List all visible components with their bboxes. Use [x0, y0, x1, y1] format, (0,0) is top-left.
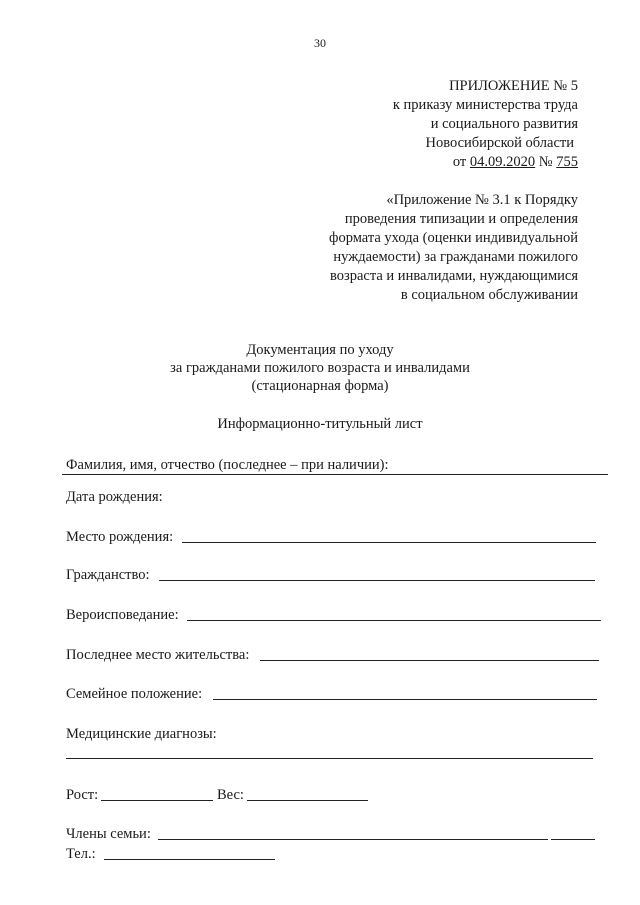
family-line-extra[interactable]: [551, 839, 595, 840]
doc-title-line: (стационарная форма): [251, 378, 389, 394]
birth-place-line[interactable]: [182, 542, 596, 543]
appendix-date-line: [393, 153, 578, 172]
document-title: [0, 341, 640, 395]
last-residence-label: Последнее место жительства:: [66, 647, 250, 663]
annex-line: в социальном обслуживании: [400, 287, 578, 303]
weight-label: Вес:: [217, 787, 244, 803]
weight-line[interactable]: [247, 800, 368, 801]
annex-line: проведения типизации и определения: [344, 211, 578, 227]
family-label: Члены семьи:: [66, 826, 151, 842]
annex-line: формата ухода (оценки индивидуальной: [329, 230, 578, 246]
date-prefix: от: [452, 154, 467, 170]
annex-line: возраста и инвалидами, нуждающимися: [330, 268, 578, 284]
height-label: Рост:: [66, 787, 99, 803]
religion-line[interactable]: [187, 620, 601, 621]
appendix-line2: к приказу министерства труда: [392, 97, 578, 113]
family-line[interactable]: [158, 839, 548, 840]
marital-status-label: Семейное положение:: [66, 686, 203, 702]
last-residence-line[interactable]: [260, 660, 599, 661]
diagnoses-label: Медицинские диагнозы:: [66, 726, 217, 742]
full-name-line[interactable]: [62, 474, 608, 475]
appendix-header: [393, 77, 578, 172]
phone-line[interactable]: [104, 859, 275, 860]
order-date: 04.09.2020: [469, 154, 536, 170]
annex-reference: [329, 191, 578, 305]
birth-date-label: Дата рождения:: [66, 489, 163, 505]
page-number: 30: [314, 36, 326, 50]
sheet-title: Информационно-титульный лист: [217, 416, 423, 432]
annex-line: «Приложение № 3.1 к Порядку: [386, 192, 578, 208]
birth-place-label: Место рождения:: [66, 529, 174, 545]
doc-title-line: за гражданами пожилого возраста и инвалидами: [170, 360, 470, 376]
annex-line: нуждаемости) за гражданами пожилого: [333, 249, 578, 265]
doc-title-line: Документация по уходу: [246, 342, 394, 358]
order-number: 755: [556, 154, 578, 170]
number-sign: №: [538, 154, 553, 170]
appendix-line3: и социального развития: [430, 116, 578, 132]
diagnoses-line[interactable]: [66, 758, 593, 759]
appendix-line4: Новосибирской области: [425, 135, 574, 151]
citizenship-line[interactable]: [159, 580, 595, 581]
appendix-title: ПРИЛОЖЕНИЕ № 5: [449, 78, 578, 94]
religion-label: Вероисповедание:: [66, 607, 179, 623]
phone-label: Тел.:: [66, 846, 96, 862]
citizenship-label: Гражданство:: [66, 567, 150, 583]
height-line[interactable]: [101, 800, 213, 801]
marital-status-line[interactable]: [213, 699, 597, 700]
full-name-label: Фамилия, имя, отчество (последнее – при наличии):: [66, 457, 389, 473]
